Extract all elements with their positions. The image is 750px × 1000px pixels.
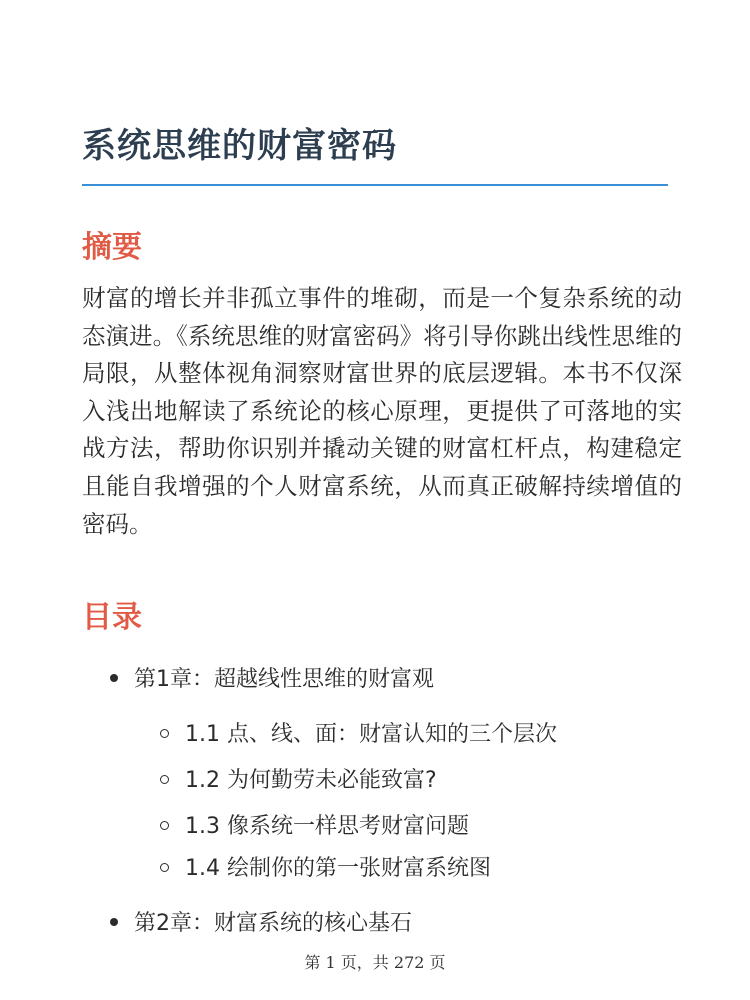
toc-section-1-4	[160, 851, 491, 882]
toc-section-label: 1.1 点、线、面：财富认知的三个层次	[185, 722, 557, 747]
toc-section-1-2	[160, 763, 437, 794]
toc-section-label: 1.4 绘制你的第一张财富系统图	[185, 856, 491, 881]
title-divider	[82, 184, 668, 186]
toc-chapter-2	[110, 906, 412, 937]
bullet-circle-icon	[160, 863, 169, 872]
bullet-circle-icon	[160, 775, 169, 784]
summary-heading: 摘要	[82, 230, 142, 265]
summary-paragraph: 财富的增长并非孤立事件的堆砌，而是一个复杂系统的动态演进。《系统思维的财富密码》将引导你跳出线性思维的局限，从整体视角洞察财富世界的底层逻辑。本书不仅深入浅出地解读了系统论的核心原理，更提供了可落地的实战方法，帮助你识别并撬动关键的财富杠杆点，构建稳定且能自我增强的个人财富系统，从而真正破解持续增值的密码。	[82, 284, 682, 538]
toc-section-1-3	[160, 809, 469, 840]
toc-chapter-1	[110, 662, 434, 693]
bullet-circle-icon	[160, 729, 169, 738]
toc-section-1-1	[160, 717, 557, 748]
bullet-circle-icon	[160, 821, 169, 830]
bullet-disc-icon	[110, 674, 118, 682]
page-number-footer: 第 1 页，共 272 页	[304, 953, 446, 972]
toc-chapter-label: 第1章：超越线性思维的财富观	[134, 667, 434, 692]
toc-chapter-label: 第2章：财富系统的核心基石	[134, 911, 412, 936]
toc-heading: 目录	[82, 600, 142, 635]
toc-section-label: 1.2 为何勤劳未必能致富?	[185, 768, 437, 793]
document-title: 系统思维的财富密码	[82, 126, 397, 166]
bullet-disc-icon	[110, 918, 118, 926]
toc-section-label: 1.3 像系统一样思考财富问题	[185, 814, 469, 839]
